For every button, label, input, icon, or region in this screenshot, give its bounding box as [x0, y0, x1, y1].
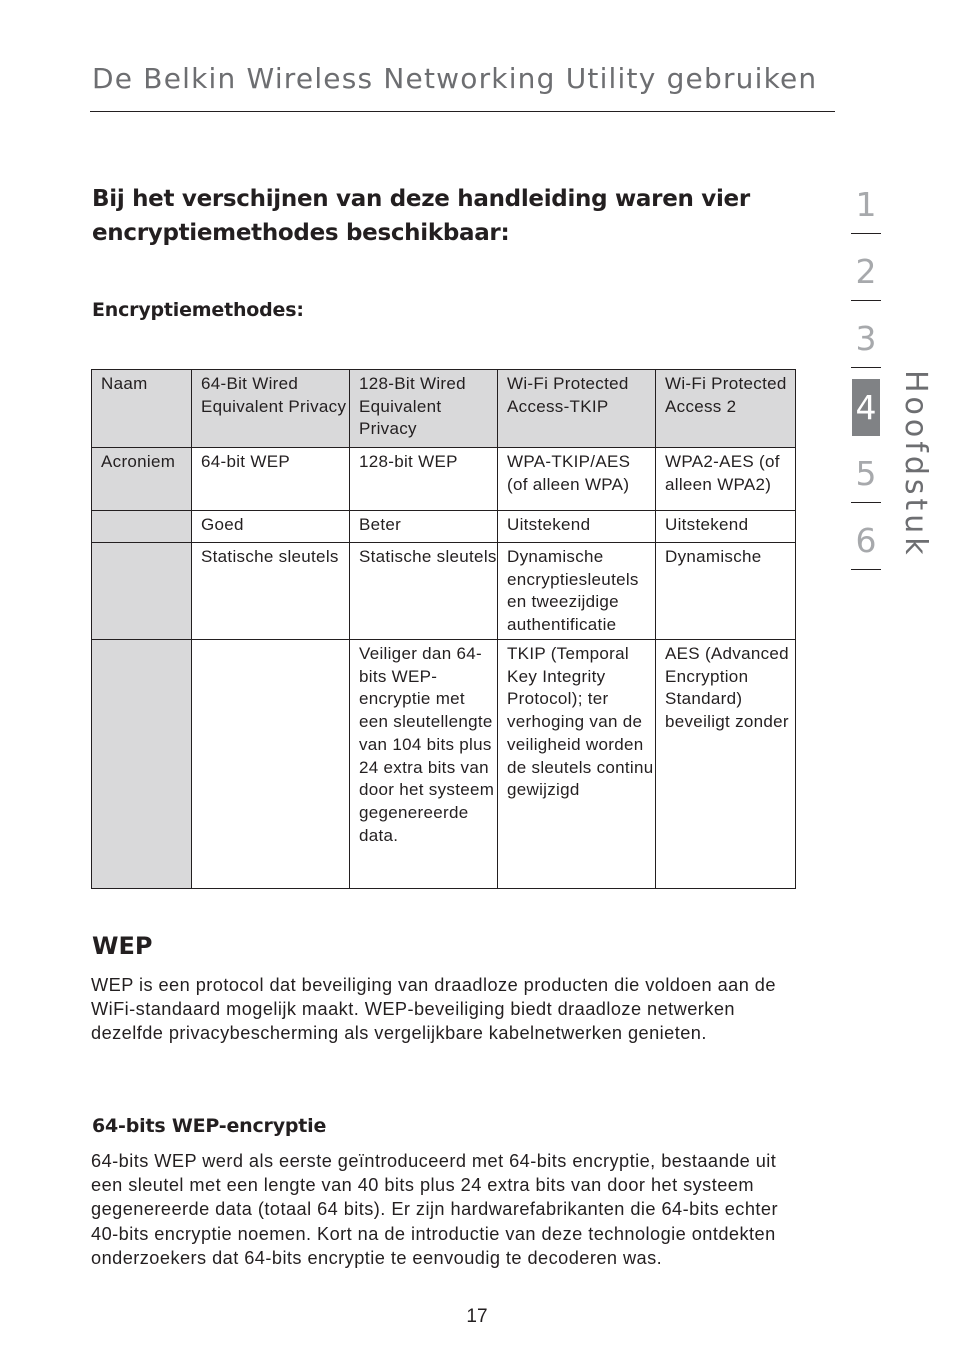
- header-divider: [90, 111, 835, 112]
- chapter-tab-4-active[interactable]: 4: [852, 379, 880, 436]
- page-number: 17: [466, 1306, 488, 1327]
- chapter-divider: [851, 300, 881, 301]
- wep64-heading: 64-bits WEP-encryptie: [92, 1115, 327, 1137]
- chapter-nav-label: Hoofdstuk: [898, 370, 933, 559]
- table-cell: WPA2-AES (of alleen WPA2): [656, 448, 796, 511]
- table-cell: Uitstekend: [656, 511, 796, 543]
- wep-heading: WEP: [92, 932, 153, 960]
- table-cell: Beter: [350, 511, 498, 543]
- table-row: [92, 370, 796, 448]
- table-cell: [92, 640, 192, 889]
- table-cell: 128-bit WEP: [350, 448, 498, 511]
- table-row: [92, 543, 796, 640]
- table-row: [92, 511, 796, 543]
- table-cell: [192, 640, 350, 889]
- chapter-tab-6[interactable]: 6: [855, 521, 877, 560]
- wep-paragraph: WEP is een protocol dat beveiliging van draadloze producten die voldoen aan de WiFi-standaard mogelijk maakt. WEP-beveiliging biedt draadloze netwerken dezelfde privacybescherming als vergelijkbare kabelnetwerken genieten.: [91, 975, 776, 1044]
- chapter-tab-3[interactable]: 3: [855, 319, 877, 358]
- table-cell: [92, 511, 192, 543]
- table-cell: 64-bit WEP: [192, 448, 350, 511]
- chapter-tab-5[interactable]: 5: [855, 454, 877, 493]
- chapter-divider: [851, 502, 881, 503]
- table-cell: Naam: [92, 370, 192, 448]
- table-row: [92, 448, 796, 511]
- table-cell: 128-Bit Wired Equivalent Privacy: [350, 370, 498, 448]
- table-cell: Statische sleutels: [192, 543, 350, 640]
- chapter-divider: [851, 367, 881, 368]
- table-cell: TKIP (Temporal Key Integrity Protocol); ter verhoging van de veiligheid worden de sleutels continu gewijzigd: [498, 640, 656, 889]
- wep64-paragraph: 64-bits WEP werd als eerste geïntroduceerd met 64-bits encryptie, bestaande uit een sleutel met een lengte van 40 bits plus 24 extra bits van door het systeem gegenereerde data (totaal 64 bits). Er zijn hardwarefabrikanten die 64-bits echter 40-bits encryptie noemen. Kort na de introductie van deze technologie ontdekten onderzoekers dat 64-bits encryptie te eenvoudig te decoderen was.: [91, 1151, 778, 1268]
- chapter-divider: [851, 233, 881, 234]
- table-cell: WPA-TKIP/AES (of alleen WPA): [498, 448, 656, 511]
- table-cell: Uitstekend: [498, 511, 656, 543]
- table-cell: AES (Advanced Encryption Standard) beveiligt zonder: [656, 640, 796, 889]
- table-heading: Encryptiemethodes:: [92, 299, 304, 321]
- encryption-methods-table: [91, 369, 796, 889]
- table-row: [92, 640, 796, 889]
- table-cell: 64-Bit Wired Equivalent Privacy: [192, 370, 350, 448]
- page-header-title: De Belkin Wireless Networking Utility gebruiken: [92, 62, 818, 95]
- chapter-tab-2[interactable]: 2: [855, 252, 877, 291]
- table-cell: Wi-Fi Protected Access 2: [656, 370, 796, 448]
- table-cell: Dynamische encryptiesleutels en tweezijdige authentificatie: [498, 543, 656, 640]
- chapter-tab-1[interactable]: 1: [855, 185, 877, 224]
- table-cell: Statische sleutels: [350, 543, 498, 640]
- table-cell: Veiliger dan 64-bits WEP-encryptie met een sleutellengte van 104 bits plus 24 extra bits van door het systeem gegenereerde data.: [350, 640, 498, 889]
- chapter-divider: [851, 569, 881, 570]
- table-cell: Dynamische: [656, 543, 796, 640]
- table-cell: [92, 543, 192, 640]
- table-cell: Acroniem: [92, 448, 192, 511]
- section-heading: Bij het verschijnen van deze handleiding waren vier encryptiemethodes beschikbaar:: [92, 186, 750, 246]
- table-cell: Goed: [192, 511, 350, 543]
- table-cell: Wi-Fi Protected Access-TKIP: [498, 370, 656, 448]
